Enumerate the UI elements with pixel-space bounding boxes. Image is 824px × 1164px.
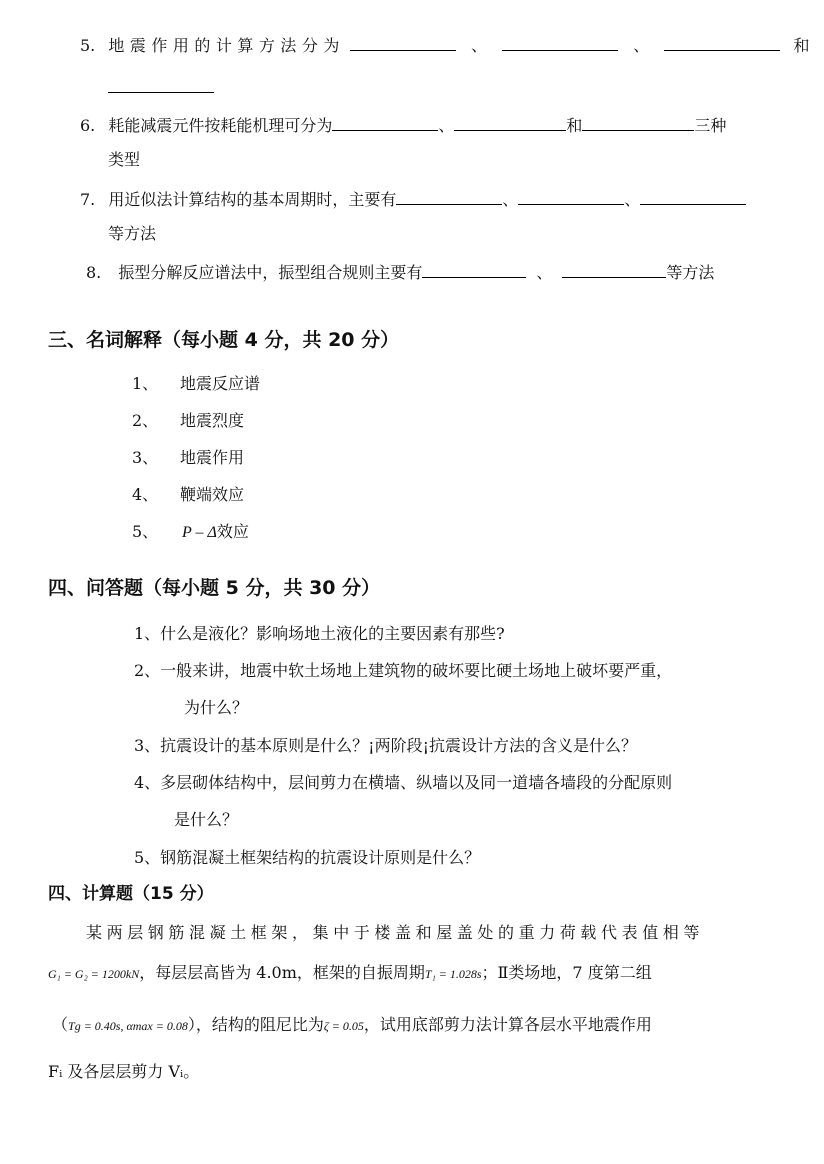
calc-text: ；Ⅱ类场地，7 度第二组 xyxy=(481,963,652,982)
answer-blank[interactable] xyxy=(454,112,566,131)
term-number: 5、 xyxy=(132,522,159,541)
qa-item-2-cont: 为什么？ xyxy=(184,698,249,717)
question-text: 耗能减震元件按耗能机理可分为 xyxy=(108,116,333,135)
separator: 、 xyxy=(624,190,641,209)
term-text: 地震烈度 xyxy=(180,411,245,430)
answer-blank[interactable] xyxy=(108,74,214,93)
question-text: 地震作用的计算方法分为 xyxy=(108,36,345,55)
answer-blank[interactable] xyxy=(396,186,502,205)
qa-item-3: 3、抗震设计的基本原则是什么？¡两阶段¡抗震设计方法的含义是什么？ xyxy=(134,736,638,755)
calc-text: ），结构的阻尼比为 xyxy=(187,1015,324,1034)
calc-text: （ xyxy=(52,1015,69,1034)
qa-item-2: 2、一般来讲，地震中软土场地上建筑物的破坏要比硬土场地上破坏要严重， xyxy=(134,661,673,680)
term-number: 1、 xyxy=(132,374,159,393)
question-number: 6. xyxy=(80,116,96,135)
question-7 xyxy=(80,186,746,212)
separator: 、 xyxy=(536,263,553,282)
math-damping: ζ = 0.05 xyxy=(323,1019,364,1033)
term-text: 鞭端效应 xyxy=(180,485,245,504)
term-math: P – Δ xyxy=(182,524,217,541)
term-text: 地震反应谱 xyxy=(180,374,261,393)
term-number: 4、 xyxy=(132,485,159,504)
question-8 xyxy=(86,259,714,285)
answer-blank[interactable] xyxy=(332,112,438,131)
question-text-end: 三种 xyxy=(694,116,727,135)
term-item-1 xyxy=(132,372,260,396)
calc-paragraph-line1: 某两层钢筋混凝土框架，集中于楼盖和屋盖处的重力荷载代表值相等 xyxy=(86,923,705,942)
section-4-title: 四、问答题（每小题 5 分，共 30 分） xyxy=(48,577,381,599)
section-3-title: 三、名词解释（每小题 4 分，共 20 分） xyxy=(48,329,400,351)
answer-blank[interactable] xyxy=(502,32,618,51)
math-period: T₁ = 1.028s xyxy=(424,967,482,981)
calc-text: ，试用底部剪力法计算各层水平地震作用 xyxy=(363,1015,652,1034)
qa-item-5: 5、钢筋混凝土框架结构的抗震设计原则是什么？ xyxy=(134,848,481,867)
question-number: 7. xyxy=(80,190,96,209)
question-text: 用近似法计算结构的基本周期时，主要有 xyxy=(108,190,397,209)
term-item-2 xyxy=(132,409,244,433)
separator: 、 xyxy=(502,190,519,209)
term-item-5 xyxy=(132,520,249,545)
calc-paragraph-line3 xyxy=(52,1013,652,1038)
question-text-end: 和 xyxy=(793,36,810,55)
math-site-params: Tg = 0.40s, αmax = 0.08 xyxy=(68,1019,188,1033)
answer-blank[interactable] xyxy=(640,186,746,205)
separator: 、 xyxy=(438,116,455,135)
qa-item-4: 4、多层砌体结构中，层间剪力在横墙、纵墙以及同一道墙各墙段的分配原则 xyxy=(134,773,673,792)
answer-blank[interactable] xyxy=(562,259,666,278)
section-5-title: 四、计算题（15 分） xyxy=(48,884,214,904)
term-text: 效应 xyxy=(216,522,249,541)
term-text: 地震作用 xyxy=(180,448,245,467)
question-6 xyxy=(80,112,726,138)
term-number: 2、 xyxy=(132,411,159,430)
question-number: 8. xyxy=(86,263,102,282)
question-6-cont: 类型 xyxy=(108,150,141,169)
separator: 、 xyxy=(633,36,650,55)
question-text-end: 等方法 xyxy=(666,263,715,282)
question-text: 振型分解反应谱法中，振型组合规则主要有 xyxy=(118,263,423,282)
answer-blank[interactable] xyxy=(518,186,624,205)
answer-blank[interactable] xyxy=(350,32,456,51)
separator: 和 xyxy=(566,116,583,135)
term-item-4 xyxy=(132,483,244,507)
question-number: 5. xyxy=(80,36,96,55)
qa-item-1: 1、什么是液化？影响场地土液化的主要因素有那些? xyxy=(134,624,505,643)
calc-paragraph-line4: Fᵢ 及各层层剪力 Vᵢ。 xyxy=(48,1062,200,1081)
term-item-3 xyxy=(132,446,244,470)
answer-blank[interactable] xyxy=(582,112,694,131)
answer-blank[interactable] xyxy=(664,32,780,51)
calc-paragraph-line2 xyxy=(48,961,652,986)
term-number: 3、 xyxy=(132,448,159,467)
math-g-values: G₁ = G₂ = 1200kN xyxy=(48,967,140,981)
answer-blank[interactable] xyxy=(422,259,526,278)
calc-text: ，每层层高皆为 4.0m，框架的自振周期 xyxy=(139,963,425,982)
qa-item-4-cont: 是什么？ xyxy=(174,810,239,829)
separator: 、 xyxy=(471,36,488,55)
question-5-line2 xyxy=(108,74,214,100)
question-7-cont: 等方法 xyxy=(108,224,157,243)
question-5 xyxy=(80,32,810,58)
